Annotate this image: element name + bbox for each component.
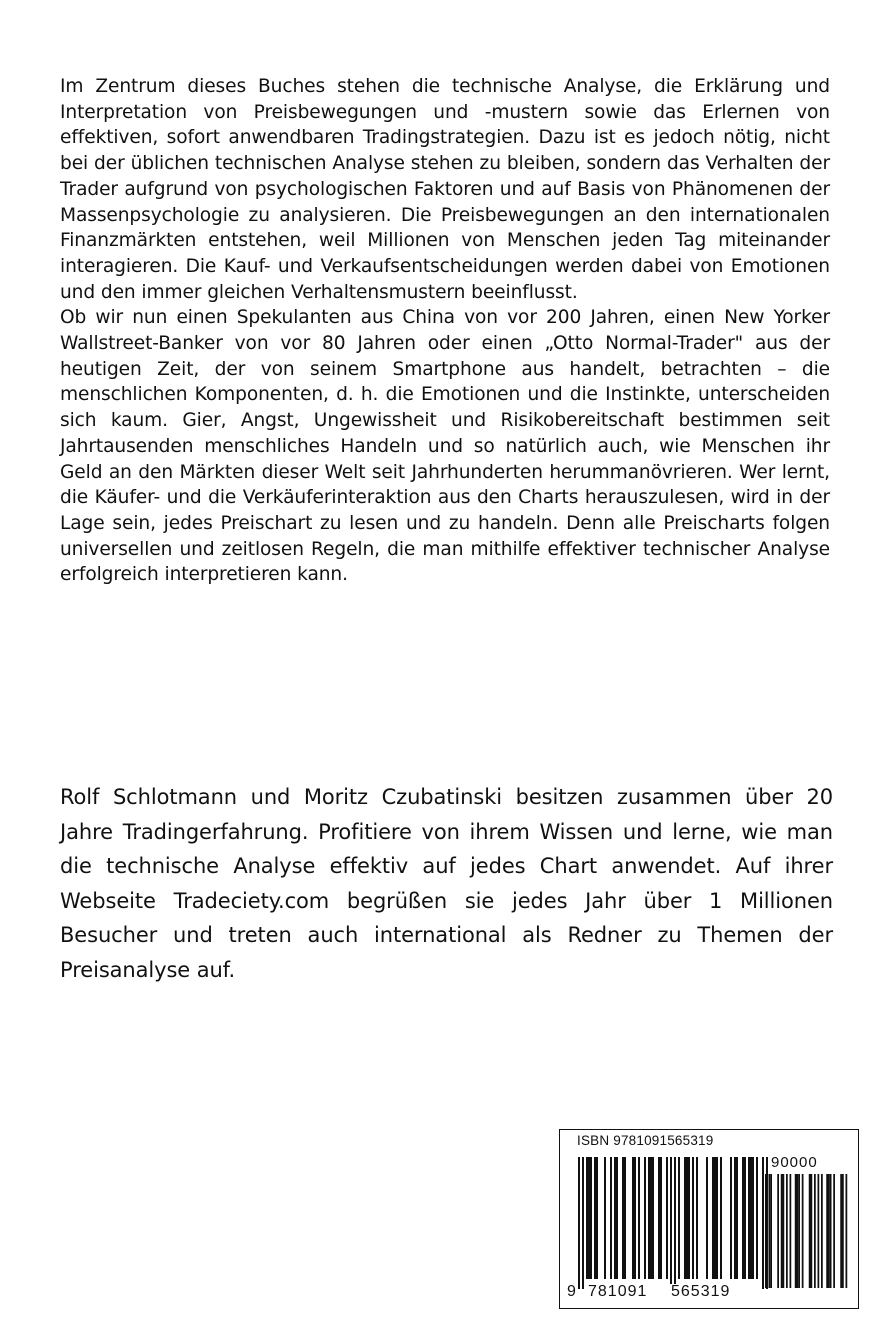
barcode-bar bbox=[706, 1157, 708, 1279]
author-bio-paragraph: Rolf Schlotmann und Moritz Czubatinski besitzen zusammen über 20 Jahre Tradingerfahrung. Profitiere von ihrem Wissen und lerne, wie man die technische Analyse effektiv auf jedes Chart anwendet. Auf ihrer Webseite Tradeciety.com begrüßen sie jedes Jahr über 1 Millionen Besucher und treten auch international als Redner zu Themen der Preisanalyse auf. bbox=[60, 785, 833, 982]
barcode-right-digits: 565319 bbox=[671, 1283, 731, 1300]
barcode-bar bbox=[712, 1157, 714, 1279]
barcode-bar bbox=[644, 1157, 646, 1279]
addon-bar bbox=[809, 1174, 811, 1288]
addon-bar bbox=[814, 1174, 816, 1288]
barcode-bar bbox=[692, 1157, 694, 1279]
barcode-bar bbox=[660, 1157, 662, 1279]
addon-bar bbox=[811, 1174, 813, 1288]
barcode-bar bbox=[616, 1157, 618, 1279]
barcode-bar bbox=[756, 1157, 758, 1279]
author-bio bbox=[60, 780, 833, 987]
addon-bar bbox=[802, 1174, 804, 1288]
barcode-bar bbox=[658, 1157, 660, 1279]
addon-bar bbox=[818, 1174, 820, 1288]
addon-bar bbox=[783, 1174, 785, 1288]
addon-bar bbox=[797, 1174, 799, 1288]
barcode-bar bbox=[590, 1157, 592, 1279]
barcode-bar bbox=[730, 1157, 732, 1279]
barcode-addon-digits: 90000 bbox=[771, 1154, 818, 1171]
barcode-bar bbox=[596, 1157, 598, 1279]
barcode-bar bbox=[748, 1157, 750, 1279]
addon-bar bbox=[826, 1174, 828, 1288]
addon-bar bbox=[769, 1174, 771, 1288]
addon-bar bbox=[798, 1174, 800, 1288]
addon-bar bbox=[781, 1174, 783, 1288]
barcode-bar bbox=[670, 1157, 672, 1289]
barcode-bar bbox=[716, 1157, 718, 1279]
barcode-bar bbox=[634, 1157, 636, 1279]
barcode-bar bbox=[648, 1157, 650, 1279]
barcode-bar bbox=[666, 1157, 668, 1279]
addon-bar bbox=[777, 1174, 779, 1288]
barcode-bar bbox=[650, 1157, 652, 1279]
barcode-bar bbox=[684, 1157, 686, 1279]
barcode-bar bbox=[624, 1157, 626, 1279]
barcode-bar bbox=[586, 1157, 588, 1279]
barcode-bar bbox=[714, 1157, 716, 1279]
addon-bar bbox=[821, 1174, 823, 1288]
barcode-bar bbox=[688, 1157, 690, 1279]
isbn-barcode-box bbox=[559, 1129, 859, 1309]
barcode-bar bbox=[610, 1157, 612, 1279]
barcode-bar bbox=[696, 1157, 698, 1279]
addon-bar bbox=[828, 1174, 830, 1288]
addon-bar bbox=[846, 1174, 848, 1288]
barcode-bar bbox=[736, 1157, 738, 1279]
barcode-bar bbox=[720, 1157, 722, 1279]
addon-bar bbox=[790, 1174, 792, 1288]
addon-bar bbox=[842, 1174, 844, 1288]
blurb-paragraph-2: Ob wir nun einen Spekulanten aus China von vor 200 Jahren, einen New Yorker Wallstreet-Banker von vor 80 Jahren oder einen „Otto Normal-Trader" aus der heutigen Zeit, der von seinem Smartphone aus handelt, betrachten – die menschlichen Komponenten, d. h. die Emotionen und die Instinkte, unterscheiden sich kaum. Gier, Angst, Ungewissheit und Risikobereitschaft bestimmen seit Jahrtausenden menschliches Handeln und so natürlich auch, wie Menschen ihr Geld an den Märkten dieser Welt seit Jahrhunderten herummanövrieren. Wer lernt, die Käufer- und die Verkäuferinteraktion aus den Charts herauszulesen, wird in der Lage sein, jedes Preischart zu lesen und zu handeln. Denn alle Preischarts folgen universellen und zeitlosen Regeln, die man mithilfe effektiver technischer Analyse erfolgreich interpretieren kann. bbox=[60, 307, 830, 586]
barcode-left-digits: 781091 bbox=[588, 1283, 648, 1300]
barcode-bar bbox=[582, 1157, 584, 1289]
addon-bar bbox=[833, 1174, 835, 1288]
addon-bar bbox=[840, 1174, 842, 1288]
blurb-paragraph-1: Im Zentrum dieses Buches stehen die technische Analyse, die Erklärung und Interpretation von Preisbewegungen und -mustern sowie das Erlernen von effektiven, sofort anwendbaren Tradingstrategien. Dazu ist es jedoch nötig, nicht bei der üblichen technischen Analyse stehen zu bleiben, sondern das Verhalten der Trader aufgrund von psychologischen Faktoren und auf Basis von Phänomenen der Massenpsychologie zu analysieren. Die Preisbewegungen an den internationalen Finanzmärkten entstehen, weil Millionen von Menschen jeden Tag miteinander interagieren. Die Kauf- und Verkaufsentscheidungen werden dabei von Emotionen und den immer gleichen Verhaltensmustern beeinflusst. bbox=[60, 76, 830, 303]
barcode-bar bbox=[604, 1157, 606, 1279]
addon-bar bbox=[830, 1174, 832, 1288]
barcode-bar bbox=[622, 1157, 624, 1279]
barcode-bar bbox=[742, 1157, 744, 1279]
isbn-label: ISBN 9781091565319 bbox=[577, 1133, 714, 1148]
barcode-bar bbox=[588, 1157, 590, 1279]
addon-bar bbox=[795, 1174, 797, 1288]
barcode-bar bbox=[744, 1157, 746, 1279]
barcode-bar bbox=[632, 1157, 634, 1279]
barcode-first-digit: 9 bbox=[567, 1283, 577, 1300]
barcode-bar bbox=[678, 1157, 680, 1279]
barcode-bar bbox=[594, 1157, 596, 1279]
barcode-bar bbox=[638, 1157, 640, 1279]
barcode-bar bbox=[752, 1157, 754, 1279]
addon-bar bbox=[765, 1174, 767, 1288]
barcode-bar bbox=[652, 1157, 654, 1279]
blurb-text bbox=[60, 74, 830, 588]
addon-bar bbox=[786, 1174, 788, 1288]
barcode-bar bbox=[762, 1157, 764, 1289]
barcode-bar bbox=[614, 1157, 616, 1279]
barcode-bar bbox=[674, 1157, 676, 1289]
barcode-bar bbox=[686, 1157, 688, 1279]
barcode-bar bbox=[750, 1157, 752, 1279]
barcode-bar bbox=[734, 1157, 736, 1279]
addon-bar bbox=[770, 1174, 772, 1288]
barcode-bar bbox=[578, 1157, 580, 1289]
